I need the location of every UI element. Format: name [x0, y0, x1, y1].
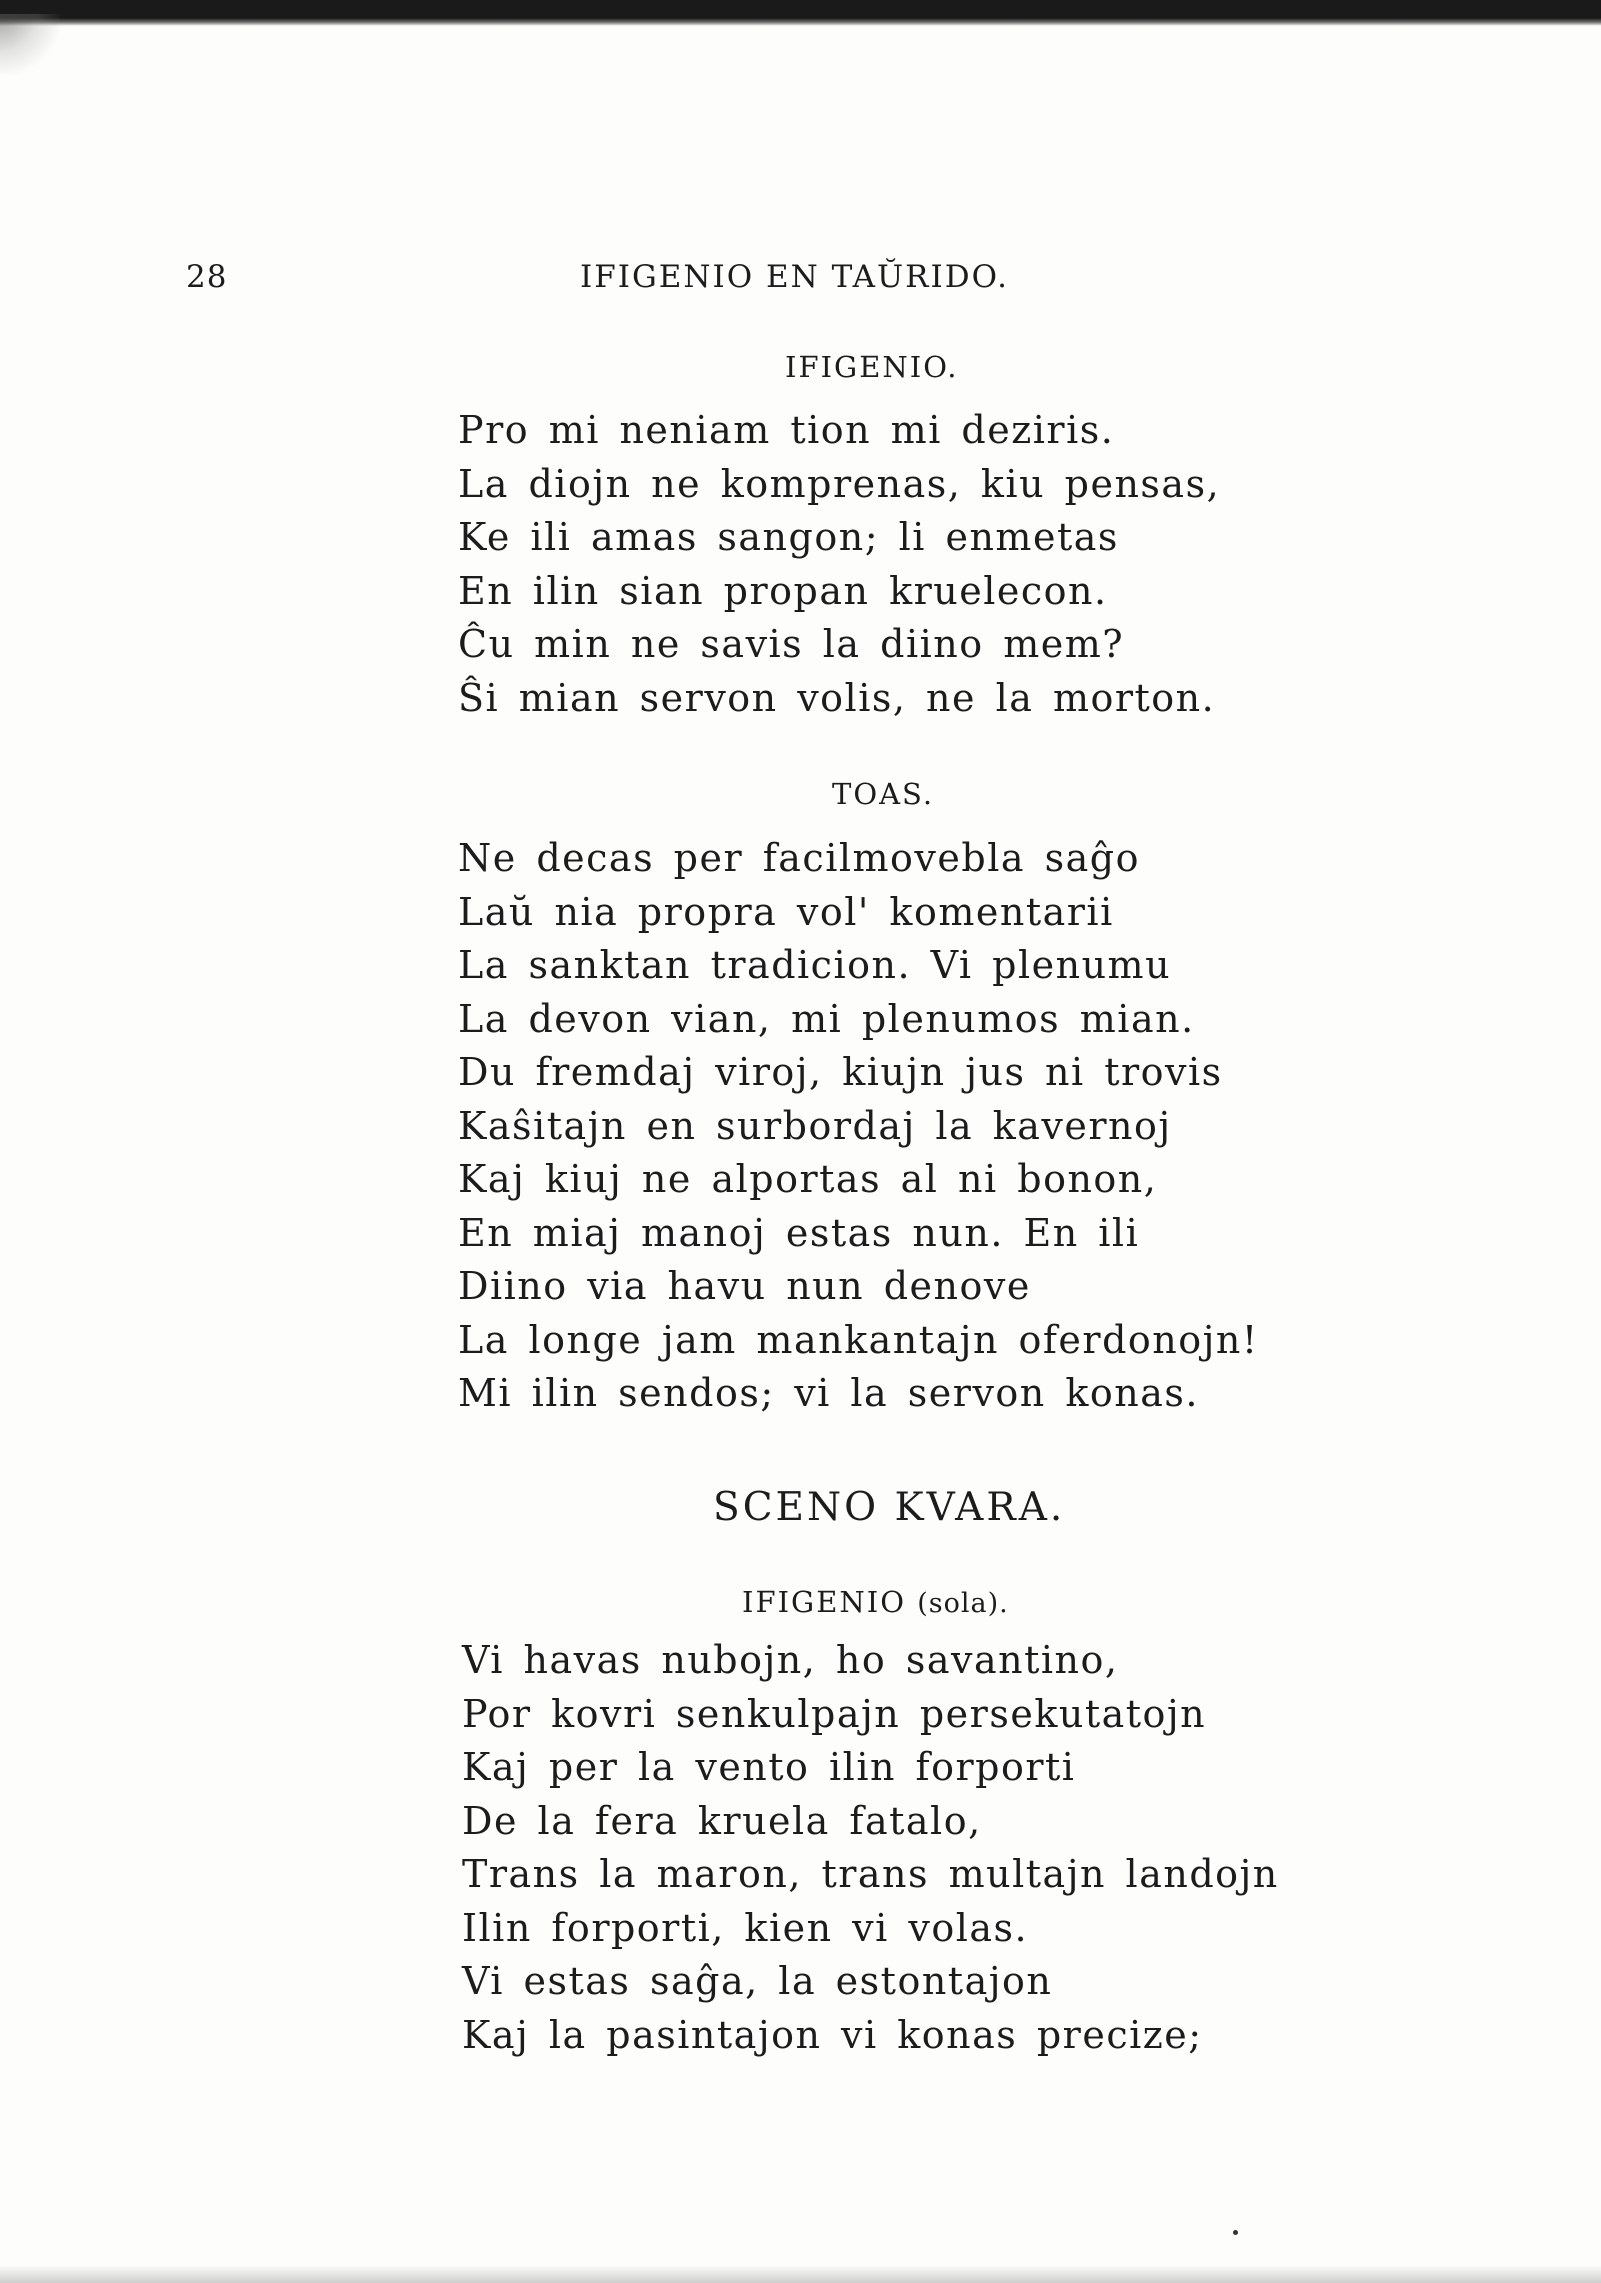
- verse-line: En ilin sian propan kruelecon.: [458, 568, 1108, 613]
- verse-line: Kaj la pasintajon vi konas precize;: [462, 2012, 1203, 2057]
- page-bottom-edge: [0, 2265, 1601, 2283]
- verse-line: Kaj kiuj ne alportas al ni bonon,: [458, 1157, 1158, 1201]
- verse-line: Ŝi mian servon volis, ne la morton.: [458, 675, 1216, 720]
- verse-line: Pro mi neniam tion mi deziris.: [458, 408, 1115, 452]
- verse-line: Diino via havu nun denove: [458, 1264, 1031, 1308]
- speaker-name: IFIGENIO: [742, 1585, 906, 1619]
- verse-line: Kaj per la vento ilin forporti: [462, 1745, 1076, 1789]
- verse-line: Mi ilin sendos; vi la servon konas.: [458, 1371, 1199, 1415]
- verse-line: De la fera kruela fatalo,: [462, 1798, 982, 1843]
- page-number: 28: [186, 259, 228, 295]
- speaker-label-ifigenio: IFIGENIO.: [785, 350, 959, 384]
- verse-block-toas: [458, 832, 1259, 1421]
- running-title: IFIGENIO EN TAŬRIDO.: [580, 259, 1010, 295]
- verse-line: La sanktan tradicion. Vi plenumu: [458, 943, 1172, 987]
- scene-title: SCENO KVARA.: [713, 1485, 1066, 1530]
- verse-line: Ilin forporti, kien vi volas.: [462, 1905, 1029, 1950]
- verse-line: Trans la maron, trans multajn landojn: [462, 1852, 1279, 1896]
- speaker-label-ifigenio-sola: [742, 1585, 1009, 1619]
- corner-smudge: [0, 14, 60, 74]
- verse-line: En miaj manoj estas nun. En ili: [458, 1210, 1140, 1255]
- verse-line: Kaŝitajn en surbordaj la kavernoj: [458, 1103, 1172, 1148]
- verse-block-ifigenio-sola: [462, 1634, 1279, 2062]
- verse-line: Ke ili amas sangon; li enmetas: [458, 515, 1119, 559]
- stage-direction: (sola).: [917, 1588, 1009, 1619]
- verse-line: La diojn ne komprenas, kiu pensas,: [458, 461, 1221, 506]
- verse-line: La devon vian, mi plenumos mian.: [458, 996, 1195, 1041]
- verse-line: La longe jam mankantajn oferdonojn!: [458, 1317, 1259, 1362]
- verse-line: Ĉu min ne savis la diino mem?: [458, 622, 1125, 666]
- verse-line: Laŭ nia propra vol' komentarii: [458, 889, 1114, 934]
- verse-line: Por kovri senkulpajn persekutatojn: [462, 1691, 1207, 1736]
- speaker-label-toas: TOAS.: [832, 777, 935, 811]
- page-top-edge: [0, 0, 1601, 26]
- verse-line: Vi estas saĝa, la estontajon: [462, 1959, 1053, 2003]
- verse-line: Ne decas per facilmovebla saĝo: [458, 836, 1140, 880]
- verse-line: Du fremdaj viroj, kiujn jus ni trovis: [458, 1050, 1223, 1094]
- verse-block-ifigenio: [458, 404, 1220, 725]
- ink-speck: [1233, 2230, 1238, 2235]
- verse-line: Vi havas nubojn, ho savantino,: [462, 1638, 1119, 1682]
